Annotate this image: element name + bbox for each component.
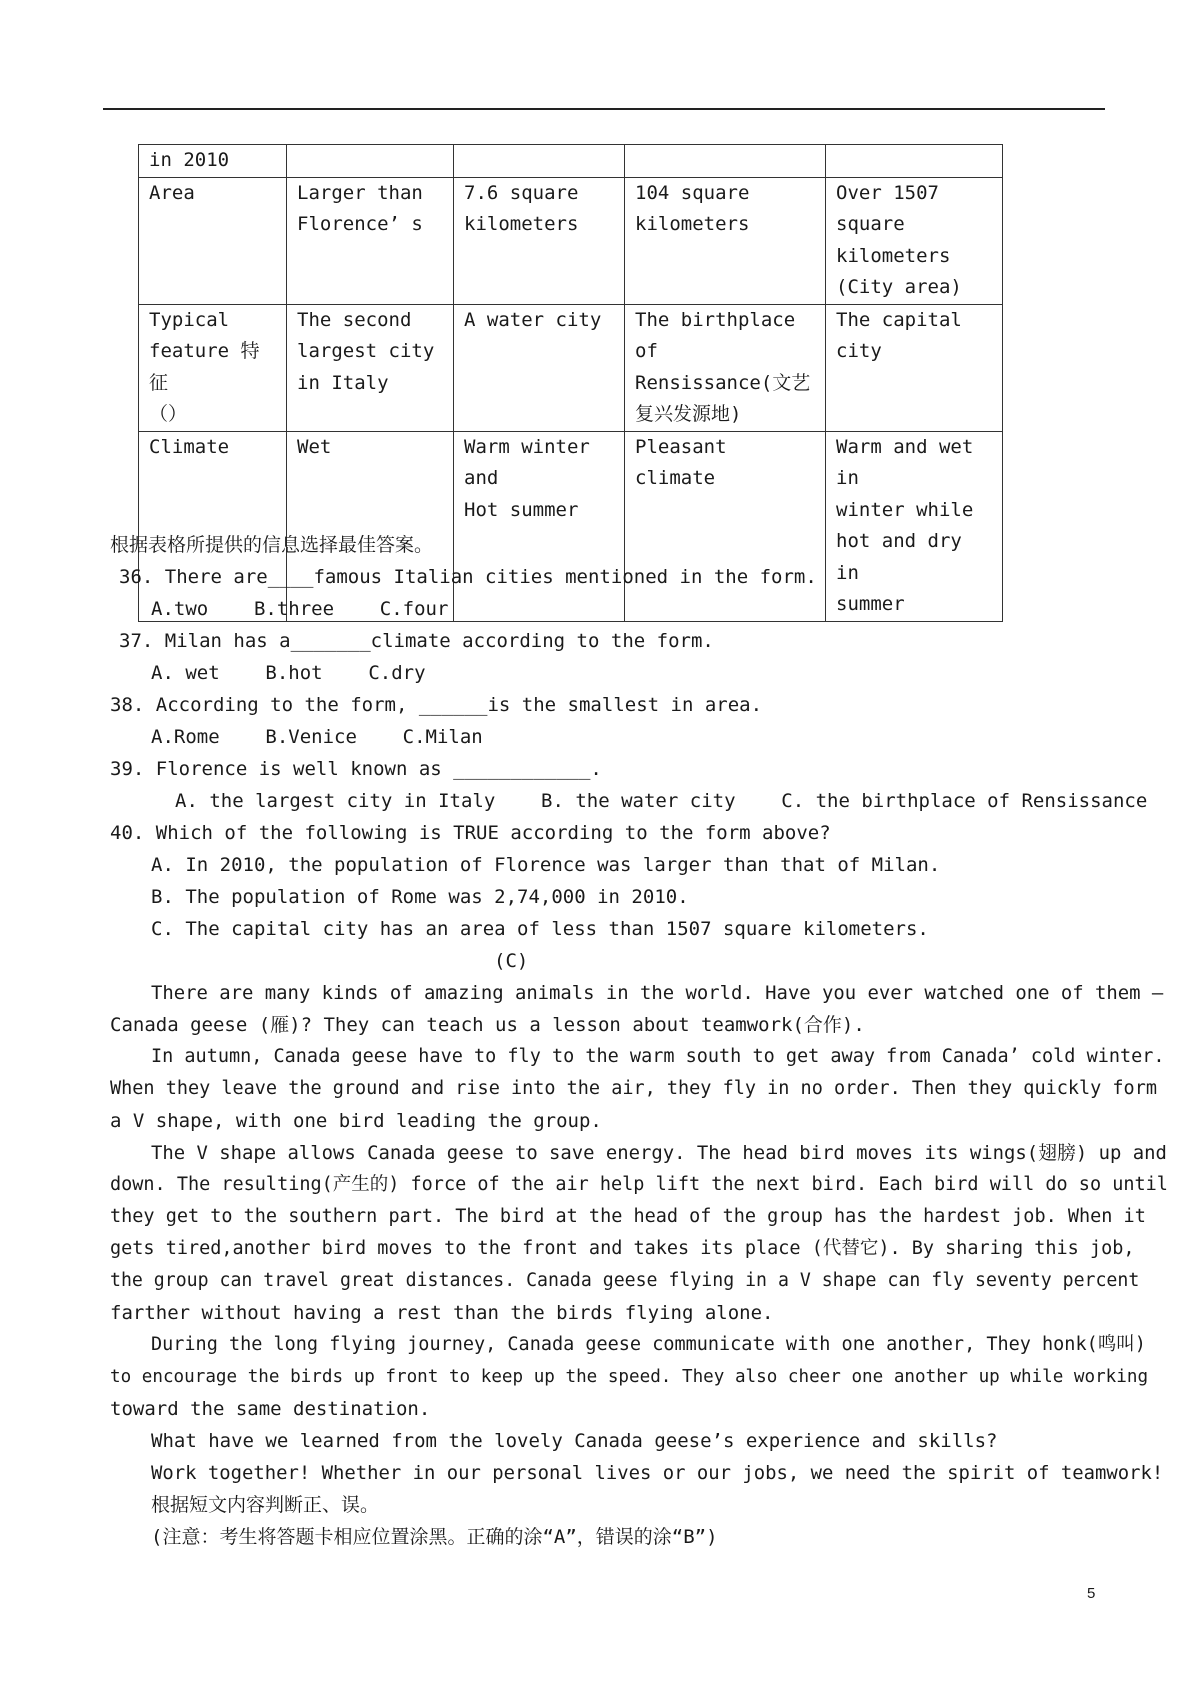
passage-line: farther without having a rest than the birds flying alone. [110,1302,774,1324]
table-cell: Wet [287,431,454,621]
question-39-options: A. the largest city in Italy B. the water city C. the birthplace of Rensissance [175,790,1148,812]
question-38: 38. According to the form, ______is the smallest in area. [110,694,763,716]
table-cell [625,145,826,178]
question-37-options: A. wet B.hot C.dry [151,662,426,684]
passage-line: they get to the southern part. The bird at the head of the group has the hardest job. When it [110,1206,1146,1227]
passage-line: toward the same destination. [110,1398,431,1420]
table-cell [287,145,454,178]
table-row [139,145,1003,178]
question-40-option-c: C. The capital city has an area of less than 1507 square kilometers. [151,918,929,940]
question-40-option-b: B. The population of Rome was 2,74,000 in 2010. [151,886,689,908]
table-cell: Pleasant climate [625,431,826,621]
question-38-options: A.Rome B.Venice C.Milan [151,726,483,748]
table-cell: Area [139,177,287,304]
table-cell: Warm and wet in winter while hot and dry in summer [826,431,1003,621]
header-rule [103,108,1105,110]
question-40: 40. Which of the following is TRUE according to the form above? [110,822,831,844]
table-cell: Over 1507 square kilometers (City area) [826,177,1003,304]
section-c-title: (C) [494,950,529,972]
passage-line: the group can travel great distances. Canada geese flying in a V shape can fly seventy percent [110,1270,1140,1291]
passage-line: When they leave the ground and rise into the air, they fly in no order. Then they quickly form [110,1078,1157,1099]
table-cell: in 2010 [139,145,287,178]
table-cell: Climate [139,431,287,621]
answer-note: (注意：考生将答题卡相应位置涂黑。正确的涂“A”，错误的涂“B”) [151,1526,718,1548]
passage-line: During the long flying journey, Canada geese communicate with one another, They honk(鸣叫) [151,1334,1146,1355]
passage-line: Work together! Whether in our personal lives or our jobs, we need the spirit of teamwork! [151,1462,1164,1484]
table-cell: Warm winter and Hot summer [454,431,625,621]
table-cell: 7.6 square kilometers [454,177,625,304]
question-40-option-a: A. In 2010, the population of Florence was larger than that of Milan. [151,854,941,876]
table-cell: Typical feature 特征 （） [139,304,287,431]
table-row [139,177,1003,304]
passage-line: There are many kinds of amazing animals in the world. Have you ever watched one of them — [151,982,1164,1004]
passage-line: In autumn, Canada geese have to fly to the warm south to get away from Canada’ cold winter. [151,1046,1165,1067]
judgement-instruction: 根据短文内容判断正、误。 [151,1494,380,1516]
question-36: 36. There are____famous Italian cities mentioned in the form. [119,566,817,588]
table-cell: The birthplace of Rensissance(文艺 复兴发源地) [625,304,826,431]
instruction-text: 根据表格所提供的信息选择最佳答案。 [110,534,434,556]
table-row [139,304,1003,431]
page-number: 5 [1087,1585,1096,1602]
passage-line: down. The resulting(产生的) force of the air help lift the next bird. Each bird will do so until [110,1174,1168,1195]
passage-line: a V shape, with one bird leading the group. [110,1110,602,1132]
table-cell: A water city [454,304,625,431]
passage-line: What have we learned from the lovely Canada geese’s experience and skills? [151,1430,998,1452]
table-cell: The second largest city in Italy [287,304,454,431]
table-cell [826,145,1003,178]
passage-line: Canada geese (雁)? They can teach us a lesson about teamwork(合作). [110,1014,865,1036]
table-cell: The capital city [826,304,1003,431]
question-39: 39. Florence is well known as ____________. [110,758,602,780]
table-cell: 104 square kilometers [625,177,826,304]
question-36-options: A.two B.three C.four [151,598,449,620]
table-row [139,431,1003,621]
passage-line: The V shape allows Canada geese to save energy. The head bird moves its wings(翅膀) up and [151,1142,1167,1164]
table-cell [454,145,625,178]
table-cell: Larger than Florence’ s [287,177,454,304]
passage-line: to encourage the birds up front to keep up the speed. They also cheer one another up while working [110,1367,1149,1387]
question-37: 37. Milan has a_______climate according to the form. [119,630,714,652]
passage-line: gets tired,another bird moves to the front and takes its place (代替它). By sharing this job, [110,1238,1135,1259]
